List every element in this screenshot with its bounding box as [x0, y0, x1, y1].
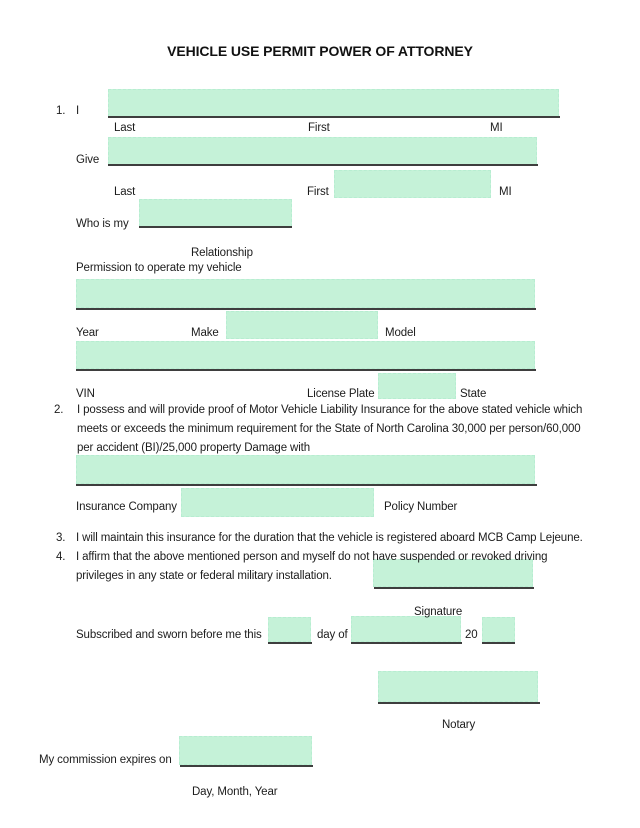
day-of-label: day of — [317, 629, 348, 641]
item-3-number: 3. — [56, 532, 66, 544]
grantee-first-name-field[interactable] — [334, 170, 491, 198]
model-label: Model — [385, 327, 416, 339]
relationship-field[interactable] — [139, 199, 292, 227]
notary-label: Notary — [442, 719, 476, 731]
grantee-last-label: Last — [114, 186, 136, 198]
relationship-line — [139, 226, 292, 228]
state-label: State — [460, 388, 487, 400]
vehicle-description-line — [76, 308, 536, 310]
vin-label: VIN — [76, 388, 95, 400]
insurance-company-field[interactable] — [181, 488, 374, 517]
item-4-line-2: privileges in any state or federal military installation. — [76, 570, 332, 582]
item-1-pronoun: I — [76, 105, 80, 117]
item-2-line-2: meets or exceeds the minimum requirement for the State of North Carolina 30,000 per person/60,000 — [77, 423, 581, 435]
signature-line — [374, 587, 534, 589]
year-prefix: 20 — [465, 629, 478, 641]
sworn-month-field[interactable] — [351, 616, 461, 642]
notary-signature-field[interactable] — [378, 671, 538, 702]
page-title: VEHICLE USE PERMIT POWER OF ATTORNEY — [167, 43, 473, 59]
sworn-day-line — [268, 642, 312, 644]
item-1-number: 1. — [56, 105, 66, 117]
vehicle-vin-line — [76, 369, 536, 371]
sworn-year-field[interactable] — [482, 617, 515, 642]
item-2-number: 2. — [54, 404, 64, 416]
policy-number-label: Policy Number — [384, 501, 458, 513]
give-label: Give — [76, 154, 100, 166]
sworn-year-line — [482, 642, 515, 644]
license-plate-label: License Plate — [307, 388, 375, 400]
commission-expiry-line — [180, 765, 313, 767]
sworn-text: Subscribed and sworn before me this — [76, 629, 262, 641]
vehicle-make-field[interactable] — [226, 311, 378, 339]
permission-text: Permission to operate my vehicle — [76, 262, 242, 274]
vehicle-description-field[interactable] — [76, 279, 535, 308]
grantee-first-label: First — [307, 186, 329, 198]
item-3-text: I will maintain this insurance for the duration that the vehicle is registered aboard MCB Camp Lejeune. — [76, 532, 583, 544]
grantor-first-label: First — [308, 122, 330, 134]
grantor-name-field[interactable] — [108, 89, 559, 117]
grantor-mi-label: MI — [490, 122, 503, 134]
who-is-my-label: Who is my — [76, 218, 129, 230]
relationship-label: Relationship — [191, 247, 253, 259]
item-4-number: 4. — [56, 551, 66, 563]
vehicle-vin-field[interactable] — [76, 341, 535, 369]
notary-signature-line — [378, 702, 540, 704]
date-format-label: Day, Month, Year — [192, 786, 278, 798]
grantee-mi-label: MI — [499, 186, 512, 198]
grantee-name-line — [108, 164, 538, 166]
grantor-name-line — [108, 116, 560, 118]
signature-label: Signature — [414, 606, 463, 618]
item-4-line-1: I affirm that the above mentioned person and myself do not have suspended or revoked driving — [76, 551, 548, 563]
insurance-company-label: Insurance Company — [76, 501, 177, 513]
sworn-month-line — [351, 642, 462, 644]
license-plate-field[interactable] — [378, 373, 456, 399]
item-2-line-1: I possess and will provide proof of Motor Vehicle Liability Insurance for the above stated vehicle which — [77, 404, 583, 416]
grantor-last-label: Last — [114, 122, 136, 134]
sworn-day-field[interactable] — [268, 617, 311, 642]
make-label: Make — [191, 327, 219, 339]
year-label: Year — [76, 327, 99, 339]
item-2-line-3: per accident (BI)/25,000 property Damage with — [77, 442, 311, 454]
insurance-details-line — [76, 484, 537, 486]
commission-text: My commission expires on — [39, 754, 172, 766]
commission-expiry-field[interactable] — [179, 736, 312, 765]
grantee-name-field[interactable] — [108, 137, 537, 165]
insurance-details-field[interactable] — [76, 455, 535, 484]
